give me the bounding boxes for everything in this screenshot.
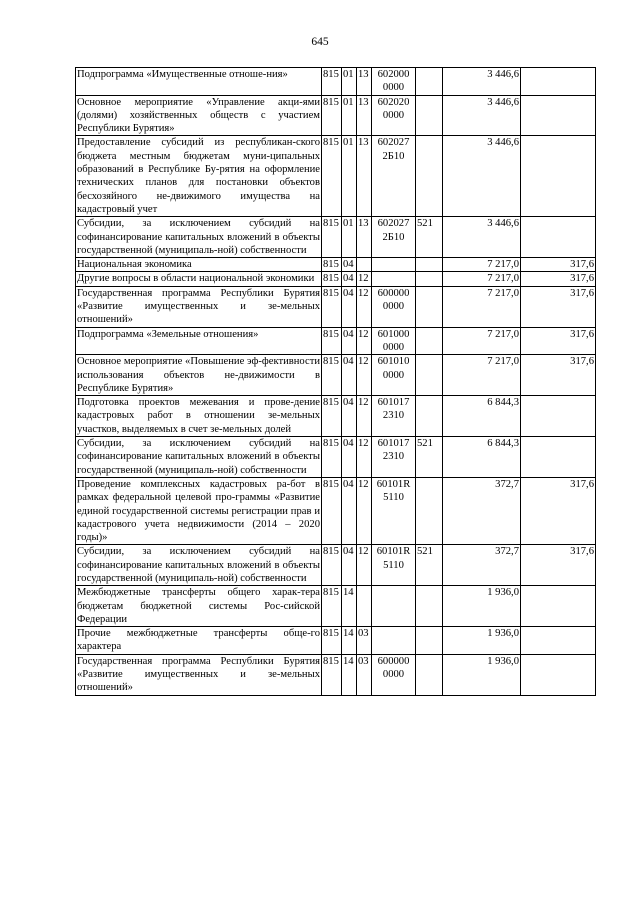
- row-amount: 3 446,6: [443, 217, 521, 258]
- row-amount: 3 446,6: [443, 136, 521, 217]
- budget-table: [75, 67, 596, 696]
- row-name: Межбюджетные трансферты общего харак-тера бюджетам бюджетной системы Рос-сийской Федерации: [77, 587, 320, 625]
- row-amount-federal: 317,6: [521, 286, 596, 327]
- row-pr-code: 13: [357, 217, 372, 258]
- row-name: Основное мероприятие «Управление акци-ями (долями) хозяйственных обществ с участием Республики Бурятия»: [77, 96, 320, 135]
- row-target-code: 600000 0000: [372, 286, 416, 327]
- row-target-code: 602000 0000: [372, 68, 416, 96]
- row-rz-code: 01: [342, 136, 357, 217]
- row-target-code: 600000 0000: [372, 654, 416, 695]
- row-name: Подпрограмма «Земельные отношения»: [76, 327, 322, 355]
- row-target-code: 602020 0000: [372, 95, 416, 136]
- row-amount-federal: 317,6: [521, 258, 596, 272]
- table-row: [76, 136, 596, 217]
- row-amount-federal: [521, 217, 596, 258]
- row-name: Субсидии, за исключением субсидий на софинансирование капитальных вложений в объекты государственной (муниципаль-ной) собственности: [77, 438, 320, 476]
- row-pr-code: 12: [357, 272, 372, 286]
- row-name: Субсидии, за исключением субсидий на софинансирование капитальных вложений в объекты государственной (муниципаль-ной) собственности: [77, 546, 320, 584]
- row-rz-code: 01: [342, 217, 357, 258]
- row-name: Подпрограмма «Имущественные отноше-ния»: [76, 68, 322, 96]
- row-target-code: 602027 2Б10: [372, 217, 416, 258]
- row-target-code: 602027 2Б10: [372, 136, 416, 217]
- row-rz-code: 04: [342, 437, 357, 478]
- row-vr-code: [416, 477, 443, 544]
- row-amount-federal: [521, 136, 596, 217]
- row-name: Основное мероприятие «Повышение эф-фективности использования объектов не-движимости в Республике Бурятия»: [77, 356, 320, 394]
- row-amount: 3 446,6: [443, 68, 521, 96]
- row-rz-code: 04: [342, 258, 357, 272]
- table-row: [76, 586, 596, 627]
- row-rz-code: 14: [342, 654, 357, 695]
- row-amount: 6 844,3: [443, 437, 521, 478]
- row-amount: 372,7: [443, 545, 521, 586]
- row-gr-code: 815: [322, 654, 342, 695]
- row-gr-code: 815: [322, 477, 342, 544]
- row-pr-code: 13: [357, 136, 372, 217]
- row-name: Подготовка проектов межевания и прове-дение кадастровых работ в отношении зе-мельных участков, выделяемых в счет зе-мельных долей: [77, 397, 320, 435]
- row-amount: 372,7: [443, 477, 521, 544]
- row-gr-code: 815: [322, 68, 342, 96]
- row-pr-code: 13: [357, 68, 372, 96]
- row-rz-code: 01: [342, 68, 357, 96]
- row-vr-code: [416, 95, 443, 136]
- row-amount-federal: [521, 68, 596, 96]
- row-rz-code: 14: [342, 586, 357, 627]
- table-row: [76, 654, 596, 695]
- table-row: [76, 258, 596, 272]
- row-amount-federal: [521, 627, 596, 655]
- row-target-code: 601017 2310: [372, 396, 416, 437]
- row-name: Субсидии, за исключением субсидий на софинансирование капитальных вложений в объекты государственной (муниципаль-ной) собственности: [77, 218, 320, 256]
- row-gr-code: 815: [322, 437, 342, 478]
- row-amount: 1 936,0: [443, 654, 521, 695]
- row-pr-code: [357, 258, 372, 272]
- table-row: [76, 355, 596, 396]
- row-target-code: [372, 586, 416, 627]
- page-number: 645: [311, 36, 329, 48]
- row-pr-code: 12: [357, 545, 372, 586]
- row-name: Другие вопросы в области национальной экономики: [76, 272, 322, 286]
- row-amount: 7 217,0: [443, 327, 521, 355]
- row-pr-code: 03: [357, 627, 372, 655]
- row-amount: 7 217,0: [443, 258, 521, 272]
- row-amount: 7 217,0: [443, 355, 521, 396]
- row-vr-code: [416, 258, 443, 272]
- row-gr-code: 815: [322, 627, 342, 655]
- row-gr-code: 815: [322, 396, 342, 437]
- row-pr-code: 12: [357, 477, 372, 544]
- row-rz-code: 04: [342, 272, 357, 286]
- row-gr-code: 815: [322, 327, 342, 355]
- row-gr-code: 815: [322, 545, 342, 586]
- row-amount-federal: [521, 437, 596, 478]
- row-target-code: 601017 2310: [372, 437, 416, 478]
- row-rz-code: 04: [342, 286, 357, 327]
- row-amount: 7 217,0: [443, 272, 521, 286]
- row-vr-code: [416, 627, 443, 655]
- row-pr-code: 12: [357, 327, 372, 355]
- table-row: [76, 327, 596, 355]
- row-amount-federal: 317,6: [521, 327, 596, 355]
- row-target-code: 60101R 5110: [372, 477, 416, 544]
- row-vr-code: [416, 68, 443, 96]
- row-vr-code: [416, 355, 443, 396]
- row-vr-code: 521: [416, 217, 443, 258]
- row-gr-code: 815: [322, 136, 342, 217]
- row-amount: 6 844,3: [443, 396, 521, 437]
- row-rz-code: 04: [342, 396, 357, 437]
- row-rz-code: 04: [342, 327, 357, 355]
- row-name: Предоставление субсидий из республикан-ского бюджета местным бюджетам муни-ципальных образований в Республике Бу-рятия на оформление технических планов для постановки объектов бесхозяйного не-движимого имущества на кадастровый учет: [77, 137, 320, 215]
- row-rz-code: 04: [342, 545, 357, 586]
- table-row: [76, 286, 596, 327]
- row-pr-code: 12: [357, 437, 372, 478]
- row-target-code: 60101R 5110: [372, 545, 416, 586]
- row-amount: 1 936,0: [443, 586, 521, 627]
- row-amount: 7 217,0: [443, 286, 521, 327]
- table-row: [76, 545, 596, 586]
- row-vr-code: [416, 272, 443, 286]
- row-pr-code: 12: [357, 355, 372, 396]
- table-row: [76, 272, 596, 286]
- row-vr-code: 521: [416, 437, 443, 478]
- row-amount-federal: [521, 586, 596, 627]
- row-vr-code: [416, 586, 443, 627]
- row-pr-code: 03: [357, 654, 372, 695]
- row-gr-code: 815: [322, 95, 342, 136]
- row-vr-code: [416, 286, 443, 327]
- row-amount-federal: 317,6: [521, 545, 596, 586]
- row-gr-code: 815: [322, 217, 342, 258]
- row-pr-code: 12: [357, 286, 372, 327]
- row-amount-federal: 317,6: [521, 355, 596, 396]
- row-name: Государственная программа Республики Бурятия «Развитие имущественных и зе-мельных отношений»: [77, 655, 320, 694]
- row-amount-federal: 317,6: [521, 272, 596, 286]
- row-vr-code: 521: [416, 545, 443, 586]
- row-name: Прочие межбюджетные трансферты обще-го характера: [77, 628, 320, 653]
- table-row: [76, 217, 596, 258]
- table-row: [76, 627, 596, 655]
- table-row: [76, 437, 596, 478]
- row-vr-code: [416, 654, 443, 695]
- row-target-code: 601010 0000: [372, 355, 416, 396]
- row-rz-code: 14: [342, 627, 357, 655]
- row-amount-federal: [521, 396, 596, 437]
- row-pr-code: 13: [357, 95, 372, 136]
- row-name: Национальная экономика: [76, 258, 322, 272]
- row-target-code: [372, 258, 416, 272]
- row-gr-code: 815: [322, 272, 342, 286]
- row-vr-code: [416, 136, 443, 217]
- row-gr-code: 815: [322, 355, 342, 396]
- table-row: [76, 95, 596, 136]
- row-name: Проведение комплексных кадастровых ра-бот в рамках федеральной целевой про-граммы «Развитие единой государственной системы регистрации прав и кадастрового учета недвижимости (2014 – 2020 годы)»: [77, 478, 320, 544]
- table-row: [76, 396, 596, 437]
- row-amount-federal: [521, 654, 596, 695]
- row-name: Государственная программа Республики Бурятия «Развитие имущественных и зе-мельных отношений»: [77, 287, 320, 326]
- row-rz-code: 04: [342, 355, 357, 396]
- row-target-code: [372, 627, 416, 655]
- row-amount: 3 446,6: [443, 95, 521, 136]
- row-gr-code: 815: [322, 586, 342, 627]
- row-gr-code: 815: [322, 286, 342, 327]
- row-amount: 1 936,0: [443, 627, 521, 655]
- row-rz-code: 01: [342, 95, 357, 136]
- row-vr-code: [416, 327, 443, 355]
- row-amount-federal: 317,6: [521, 477, 596, 544]
- row-vr-code: [416, 396, 443, 437]
- row-target-code: 601000 0000: [372, 327, 416, 355]
- row-rz-code: 04: [342, 477, 357, 544]
- row-pr-code: 12: [357, 396, 372, 437]
- row-pr-code: [357, 586, 372, 627]
- row-gr-code: 815: [322, 258, 342, 272]
- table-row: [76, 68, 596, 96]
- row-amount-federal: [521, 95, 596, 136]
- table-row: [76, 477, 596, 544]
- row-target-code: [372, 272, 416, 286]
